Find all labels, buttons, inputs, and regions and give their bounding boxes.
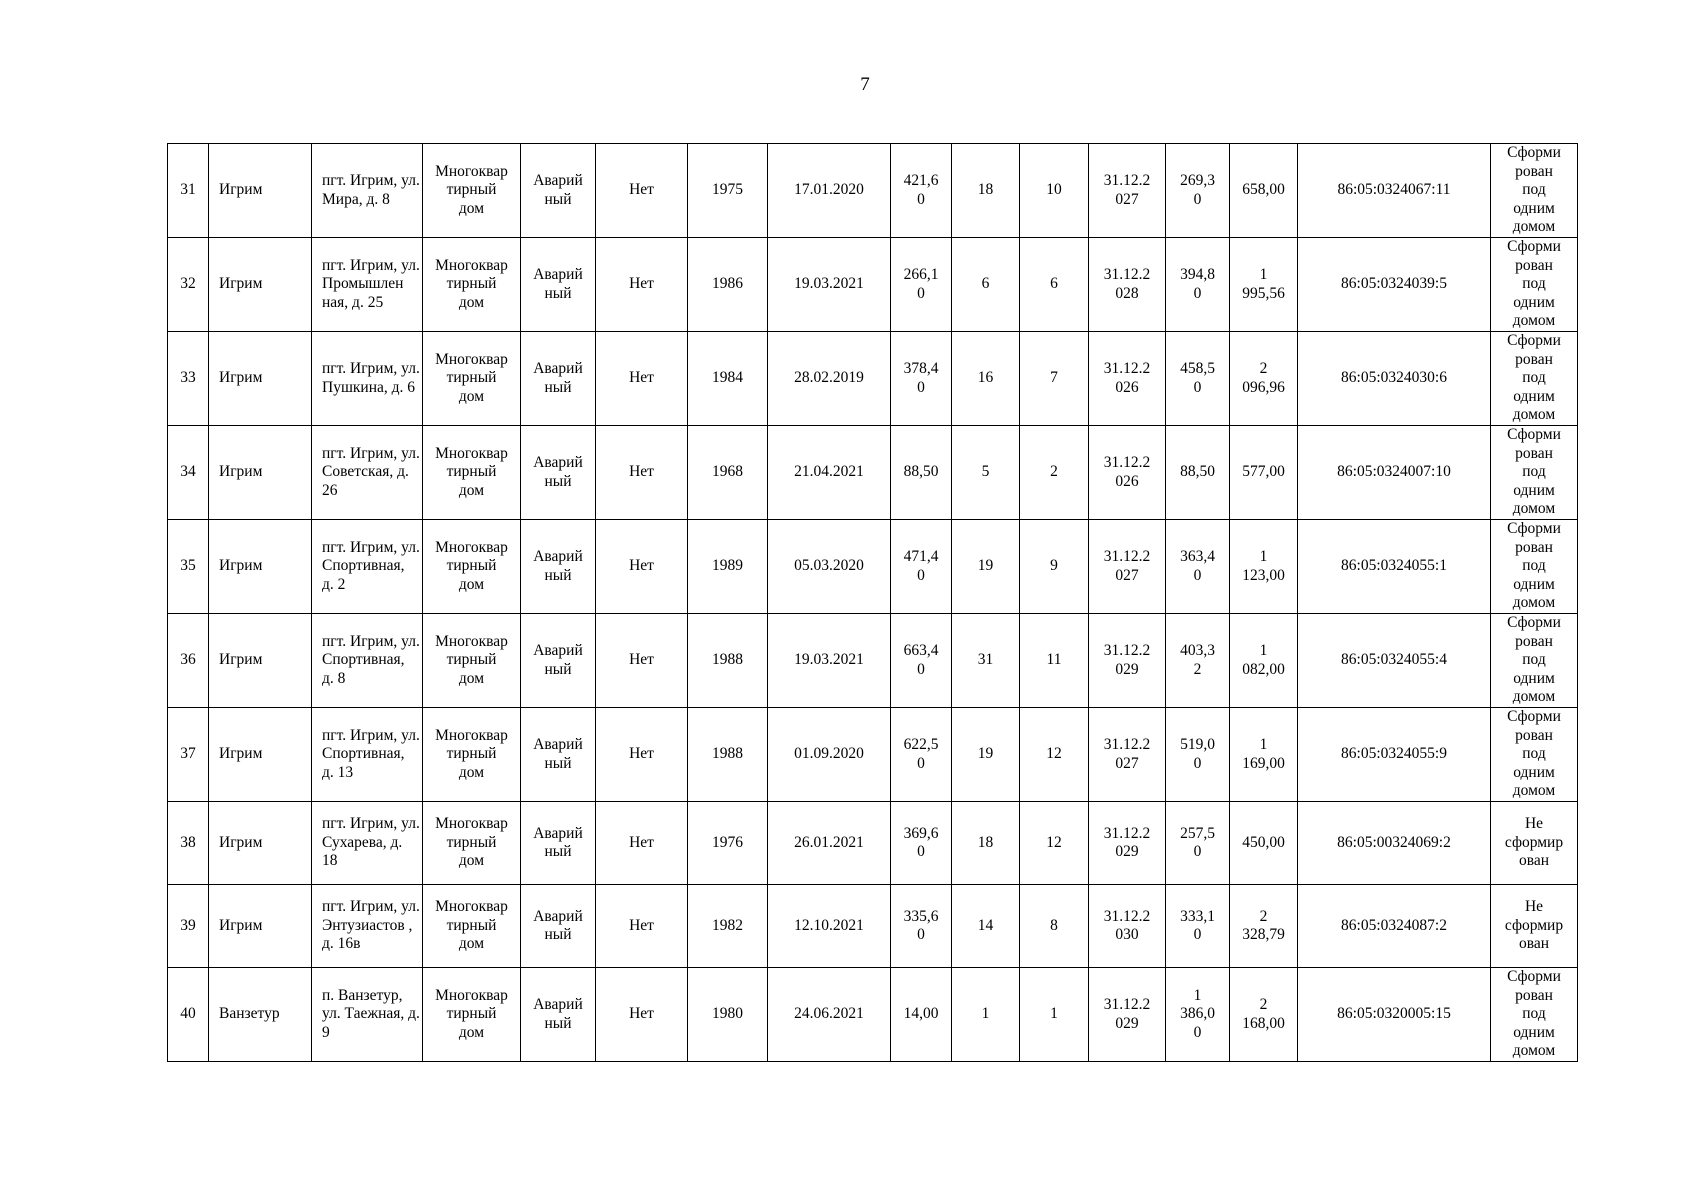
building-type-cell: Многоквар тирный дом bbox=[423, 520, 521, 614]
total-area-cell: 335,6 0 bbox=[891, 885, 952, 968]
row-number-cell: 36 bbox=[168, 614, 209, 708]
settlement-cell: Игрим bbox=[209, 426, 312, 520]
row-number-cell: 39 bbox=[168, 885, 209, 968]
residents-count-cell: 6 bbox=[952, 238, 1020, 332]
building-type-cell: Многоквар тирный дом bbox=[423, 332, 521, 426]
land-plot-status-cell: Сформи рован под одним домом bbox=[1491, 968, 1578, 1062]
cadastral-number-cell: 86:05:0324055:9 bbox=[1298, 708, 1491, 802]
premises-count-cell: 9 bbox=[1020, 520, 1089, 614]
premises-count-cell: 10 bbox=[1020, 144, 1089, 238]
resettlement-area-cell: 394,8 0 bbox=[1166, 238, 1230, 332]
resettlement-area-cell: 269,3 0 bbox=[1166, 144, 1230, 238]
total-area-cell: 14,00 bbox=[891, 968, 952, 1062]
construction-year-cell: 1984 bbox=[688, 332, 768, 426]
premises-count-cell: 7 bbox=[1020, 332, 1089, 426]
row-number-cell: 37 bbox=[168, 708, 209, 802]
resettlement-area-cell: 363,4 0 bbox=[1166, 520, 1230, 614]
cost-value-cell: 2 328,79 bbox=[1230, 885, 1298, 968]
row-number-cell: 34 bbox=[168, 426, 209, 520]
land-plot-status-cell: Не сформир ован bbox=[1491, 802, 1578, 885]
premises-count-cell: 12 bbox=[1020, 708, 1089, 802]
resettlement-deadline-cell: 31.12.2 029 bbox=[1089, 802, 1166, 885]
table-row bbox=[168, 144, 1578, 238]
flag-value-cell: Нет bbox=[596, 885, 688, 968]
cost-value-cell: 450,00 bbox=[1230, 802, 1298, 885]
construction-year-cell: 1989 bbox=[688, 520, 768, 614]
flag-value-cell: Нет bbox=[596, 144, 688, 238]
premises-count-cell: 12 bbox=[1020, 802, 1089, 885]
resettlement-deadline-cell: 31.12.2 029 bbox=[1089, 968, 1166, 1062]
building-type-cell: Многоквар тирный дом bbox=[423, 238, 521, 332]
construction-year-cell: 1968 bbox=[688, 426, 768, 520]
residents-count-cell: 31 bbox=[952, 614, 1020, 708]
residents-count-cell: 18 bbox=[952, 144, 1020, 238]
construction-year-cell: 1982 bbox=[688, 885, 768, 968]
residents-count-cell: 1 bbox=[952, 968, 1020, 1062]
settlement-cell: Игрим bbox=[209, 802, 312, 885]
building-condition-cell: Аварий ный bbox=[521, 885, 596, 968]
cadastral-number-cell: 86:05:0324067:11 bbox=[1298, 144, 1491, 238]
resettlement-deadline-cell: 31.12.2 030 bbox=[1089, 885, 1166, 968]
table-row bbox=[168, 614, 1578, 708]
resettlement-deadline-cell: 31.12.2 028 bbox=[1089, 238, 1166, 332]
address-cell: пгт. Игрим, ул. Сухарева, д. 18 bbox=[312, 802, 423, 885]
address-cell: пгт. Игрим, ул. Мира, д. 8 bbox=[312, 144, 423, 238]
cost-value-cell: 658,00 bbox=[1230, 144, 1298, 238]
building-condition-cell: Аварий ный bbox=[521, 520, 596, 614]
residents-count-cell: 19 bbox=[952, 520, 1020, 614]
row-number-cell: 35 bbox=[168, 520, 209, 614]
table-row bbox=[168, 802, 1578, 885]
land-plot-status-cell: Сформи рован под одним домом bbox=[1491, 144, 1578, 238]
table-body bbox=[168, 144, 1578, 1062]
land-plot-status-cell: Сформи рован под одним домом bbox=[1491, 238, 1578, 332]
flag-value-cell: Нет bbox=[596, 520, 688, 614]
construction-year-cell: 1980 bbox=[688, 968, 768, 1062]
table-row bbox=[168, 238, 1578, 332]
cost-value-cell: 1 123,00 bbox=[1230, 520, 1298, 614]
address-cell: пгт. Игрим, ул. Промышлен ная, д. 25 bbox=[312, 238, 423, 332]
building-type-cell: Многоквар тирный дом bbox=[423, 614, 521, 708]
construction-year-cell: 1988 bbox=[688, 614, 768, 708]
resettlement-area-cell: 88,50 bbox=[1166, 426, 1230, 520]
land-plot-status-cell: Сформи рован под одним домом bbox=[1491, 426, 1578, 520]
cadastral-number-cell: 86:05:0324030:6 bbox=[1298, 332, 1491, 426]
address-cell: пгт. Игрим, ул. Пушкина, д. 6 bbox=[312, 332, 423, 426]
address-cell: пгт. Игрим, ул. Спортивная, д. 2 bbox=[312, 520, 423, 614]
total-area-cell: 622,5 0 bbox=[891, 708, 952, 802]
building-condition-cell: Аварий ный bbox=[521, 332, 596, 426]
recognition-date-cell: 26.01.2021 bbox=[768, 802, 891, 885]
flag-value-cell: Нет bbox=[596, 238, 688, 332]
recognition-date-cell: 21.04.2021 bbox=[768, 426, 891, 520]
recognition-date-cell: 19.03.2021 bbox=[768, 238, 891, 332]
table-row bbox=[168, 968, 1578, 1062]
cost-value-cell: 2 168,00 bbox=[1230, 968, 1298, 1062]
resettlement-area-cell: 257,5 0 bbox=[1166, 802, 1230, 885]
residents-count-cell: 16 bbox=[952, 332, 1020, 426]
flag-value-cell: Нет bbox=[596, 708, 688, 802]
total-area-cell: 471,4 0 bbox=[891, 520, 952, 614]
total-area-cell: 266,1 0 bbox=[891, 238, 952, 332]
resettlement-deadline-cell: 31.12.2 027 bbox=[1089, 708, 1166, 802]
address-cell: пгт. Игрим, ул. Спортивная, д. 13 bbox=[312, 708, 423, 802]
flag-value-cell: Нет bbox=[596, 802, 688, 885]
cadastral-number-cell: 86:05:0320005:15 bbox=[1298, 968, 1491, 1062]
residents-count-cell: 19 bbox=[952, 708, 1020, 802]
settlement-cell: Игрим bbox=[209, 708, 312, 802]
cost-value-cell: 577,00 bbox=[1230, 426, 1298, 520]
resettlement-area-cell: 458,5 0 bbox=[1166, 332, 1230, 426]
settlement-cell: Игрим bbox=[209, 614, 312, 708]
residents-count-cell: 18 bbox=[952, 802, 1020, 885]
building-type-cell: Многоквар тирный дом bbox=[423, 426, 521, 520]
total-area-cell: 369,6 0 bbox=[891, 802, 952, 885]
building-condition-cell: Аварий ный bbox=[521, 708, 596, 802]
resettlement-deadline-cell: 31.12.2 027 bbox=[1089, 520, 1166, 614]
cadastral-number-cell: 86:05:0324007:10 bbox=[1298, 426, 1491, 520]
land-plot-status-cell: Сформи рован под одним домом bbox=[1491, 332, 1578, 426]
flag-value-cell: Нет bbox=[596, 968, 688, 1062]
flag-value-cell: Нет bbox=[596, 426, 688, 520]
cadastral-number-cell: 86:05:0324055:1 bbox=[1298, 520, 1491, 614]
building-type-cell: Многоквар тирный дом bbox=[423, 968, 521, 1062]
total-area-cell: 663,4 0 bbox=[891, 614, 952, 708]
settlement-cell: Игрим bbox=[209, 238, 312, 332]
recognition-date-cell: 12.10.2021 bbox=[768, 885, 891, 968]
construction-year-cell: 1975 bbox=[688, 144, 768, 238]
building-condition-cell: Аварий ный bbox=[521, 144, 596, 238]
resettlement-deadline-cell: 31.12.2 027 bbox=[1089, 144, 1166, 238]
recognition-date-cell: 19.03.2021 bbox=[768, 614, 891, 708]
construction-year-cell: 1976 bbox=[688, 802, 768, 885]
address-cell: пгт. Игрим, ул. Советская, д. 26 bbox=[312, 426, 423, 520]
cost-value-cell: 1 995,56 bbox=[1230, 238, 1298, 332]
recognition-date-cell: 17.01.2020 bbox=[768, 144, 891, 238]
total-area-cell: 378,4 0 bbox=[891, 332, 952, 426]
resettlement-deadline-cell: 31.12.2 026 bbox=[1089, 332, 1166, 426]
premises-count-cell: 1 bbox=[1020, 968, 1089, 1062]
resettlement-deadline-cell: 31.12.2 029 bbox=[1089, 614, 1166, 708]
settlement-cell: Игрим bbox=[209, 144, 312, 238]
cost-value-cell: 1 169,00 bbox=[1230, 708, 1298, 802]
resettlement-deadline-cell: 31.12.2 026 bbox=[1089, 426, 1166, 520]
cost-value-cell: 1 082,00 bbox=[1230, 614, 1298, 708]
recognition-date-cell: 05.03.2020 bbox=[768, 520, 891, 614]
row-number-cell: 40 bbox=[168, 968, 209, 1062]
land-plot-status-cell: Сформи рован под одним домом bbox=[1491, 520, 1578, 614]
table-row bbox=[168, 520, 1578, 614]
building-condition-cell: Аварий ный bbox=[521, 802, 596, 885]
table-row bbox=[168, 885, 1578, 968]
cadastral-number-cell: 86:05:0324039:5 bbox=[1298, 238, 1491, 332]
recognition-date-cell: 24.06.2021 bbox=[768, 968, 891, 1062]
resettlement-area-cell: 1 386,0 0 bbox=[1166, 968, 1230, 1062]
row-number-cell: 33 bbox=[168, 332, 209, 426]
cadastral-number-cell: 86:05:0324055:4 bbox=[1298, 614, 1491, 708]
table-row bbox=[168, 426, 1578, 520]
construction-year-cell: 1988 bbox=[688, 708, 768, 802]
row-number-cell: 32 bbox=[168, 238, 209, 332]
building-condition-cell: Аварий ный bbox=[521, 968, 596, 1062]
flag-value-cell: Нет bbox=[596, 332, 688, 426]
housing-registry-table bbox=[167, 143, 1578, 1062]
total-area-cell: 88,50 bbox=[891, 426, 952, 520]
address-cell: пгт. Игрим, ул. Спортивная, д. 8 bbox=[312, 614, 423, 708]
premises-count-cell: 6 bbox=[1020, 238, 1089, 332]
settlement-cell: Игрим bbox=[209, 885, 312, 968]
construction-year-cell: 1986 bbox=[688, 238, 768, 332]
residents-count-cell: 14 bbox=[952, 885, 1020, 968]
building-type-cell: Многоквар тирный дом bbox=[423, 708, 521, 802]
premises-count-cell: 8 bbox=[1020, 885, 1089, 968]
premises-count-cell: 11 bbox=[1020, 614, 1089, 708]
building-type-cell: Многоквар тирный дом bbox=[423, 885, 521, 968]
flag-value-cell: Нет bbox=[596, 614, 688, 708]
land-plot-status-cell: Сформи рован под одним домом bbox=[1491, 614, 1578, 708]
row-number-cell: 38 bbox=[168, 802, 209, 885]
settlement-cell: Игрим bbox=[209, 520, 312, 614]
land-plot-status-cell: Сформи рован под одним домом bbox=[1491, 708, 1578, 802]
resettlement-area-cell: 519,0 0 bbox=[1166, 708, 1230, 802]
cadastral-number-cell: 86:05:00324069:2 bbox=[1298, 802, 1491, 885]
recognition-date-cell: 01.09.2020 bbox=[768, 708, 891, 802]
land-plot-status-cell: Не сформир ован bbox=[1491, 885, 1578, 968]
recognition-date-cell: 28.02.2019 bbox=[768, 332, 891, 426]
residents-count-cell: 5 bbox=[952, 426, 1020, 520]
table-row bbox=[168, 708, 1578, 802]
total-area-cell: 421,6 0 bbox=[891, 144, 952, 238]
building-type-cell: Многоквар тирный дом bbox=[423, 144, 521, 238]
settlement-cell: Ванзетур bbox=[209, 968, 312, 1062]
page-number: 7 bbox=[860, 74, 870, 95]
premises-count-cell: 2 bbox=[1020, 426, 1089, 520]
resettlement-area-cell: 333,1 0 bbox=[1166, 885, 1230, 968]
building-condition-cell: Аварий ный bbox=[521, 614, 596, 708]
table-row bbox=[168, 332, 1578, 426]
address-cell: пгт. Игрим, ул. Энтузиастов , д. 16в bbox=[312, 885, 423, 968]
row-number-cell: 31 bbox=[168, 144, 209, 238]
resettlement-area-cell: 403,3 2 bbox=[1166, 614, 1230, 708]
settlement-cell: Игрим bbox=[209, 332, 312, 426]
cadastral-number-cell: 86:05:0324087:2 bbox=[1298, 885, 1491, 968]
cost-value-cell: 2 096,96 bbox=[1230, 332, 1298, 426]
address-cell: п. Ванзетур, ул. Таежная, д. 9 bbox=[312, 968, 423, 1062]
building-condition-cell: Аварий ный bbox=[521, 238, 596, 332]
building-type-cell: Многоквар тирный дом bbox=[423, 802, 521, 885]
building-condition-cell: Аварий ный bbox=[521, 426, 596, 520]
